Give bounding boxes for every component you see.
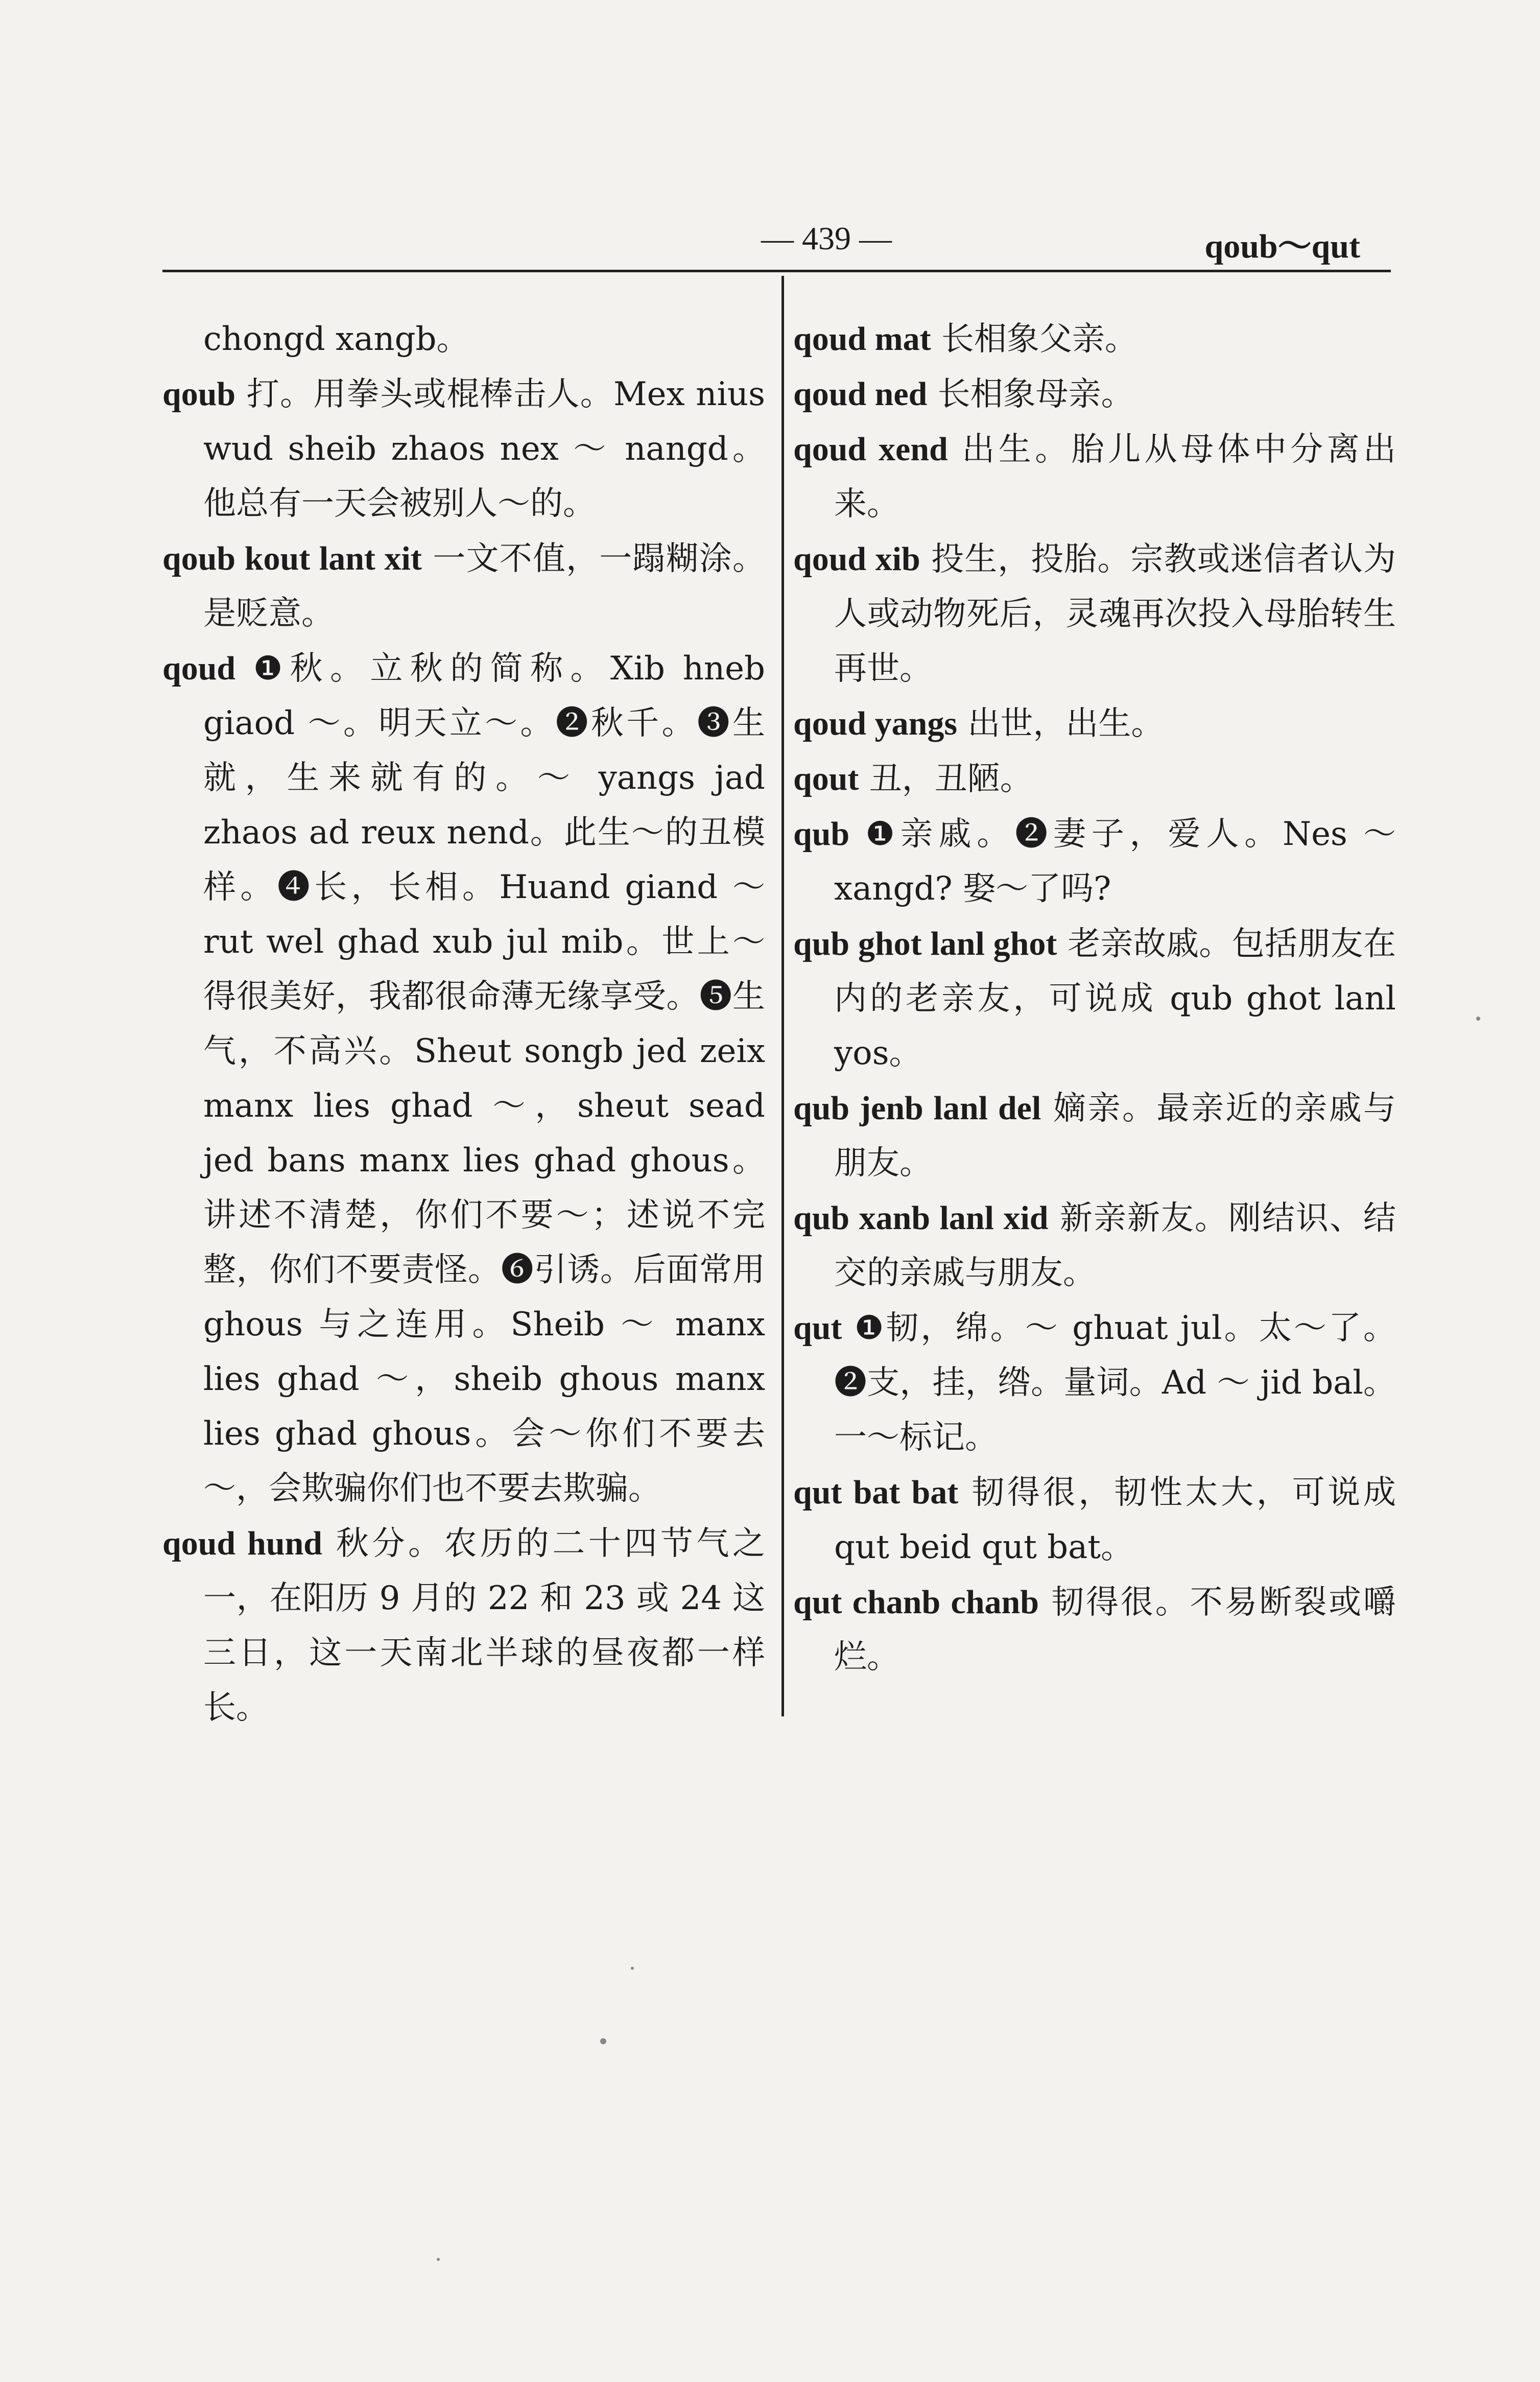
dictionary-entry	[162, 531, 765, 641]
entry-definition: 一文不值，一蹋糊涂。是贬意。	[203, 540, 766, 632]
entry-definition: ❶韧，绵。～ ghuat jul。太～了。❷支，挂，绺。量词。Ad ～ jid bal。一～标记。	[834, 1309, 1396, 1456]
entry-definition: 打。用拳头或棍棒击人。Mex nius wud sheib zhaos nex ～ nangd。他总有一天会被别人～的。	[203, 375, 765, 523]
dictionary-entry	[793, 1575, 1396, 1685]
dictionary-entry	[793, 367, 1396, 422]
column-divider	[781, 276, 784, 1716]
dictionary-entry	[793, 1465, 1396, 1575]
entry-headword: qoud mat	[793, 320, 931, 358]
page-number: — 439 —	[761, 220, 892, 256]
scan-speck	[631, 1967, 634, 1970]
entry-headword: qoub kout lant xit	[162, 540, 422, 577]
dictionary-entry	[793, 312, 1396, 367]
dictionary-entry	[793, 1191, 1396, 1301]
entry-headword: qub	[793, 815, 850, 853]
entry-headword: qoud yangs	[793, 705, 958, 742]
running-head: qoub～qut	[1204, 228, 1360, 265]
entry-definition: 韧得很。不易断裂或嚼烂。	[834, 1584, 1396, 1676]
scan-speck	[600, 2038, 606, 2044]
entry-definition: chongd xangb。	[203, 320, 469, 358]
entry-definition: 长相象父亲。	[931, 320, 1138, 358]
entry-headword: qoud xend	[793, 431, 948, 468]
entry-headword: qut	[793, 1309, 842, 1347]
entry-headword: qut bat bat	[793, 1474, 959, 1511]
entry-headword: qoud	[162, 650, 236, 687]
entry-headword: qoub	[162, 375, 236, 413]
left-column	[162, 312, 765, 1735]
entry-headword: qoud hund	[162, 1525, 322, 1562]
dictionary-entry	[793, 422, 1396, 532]
entry-definition: 长相象母亲。	[927, 375, 1134, 413]
page-header	[162, 209, 1391, 266]
dictionary-entry	[793, 1301, 1396, 1465]
dictionary-entry	[793, 807, 1396, 916]
entry-definition: ❶亲戚。❷妻子，爱人。Nes ～ xangd? 娶～了吗?	[834, 815, 1396, 908]
dictionary-entry	[162, 312, 765, 367]
dictionary-entry	[162, 641, 765, 1516]
entry-definition: 投生，投胎。宗教或迷信者认为人或动物死后，灵魂再次投入母胎转生再世。	[834, 540, 1396, 688]
dictionary-entry	[793, 696, 1396, 751]
entry-headword: qoud xib	[793, 540, 920, 578]
entry-headword: qub ghot lanl ghot	[793, 925, 1057, 962]
entry-definition: 出世，出生。	[957, 705, 1164, 743]
entry-definition: 韧得很，韧性太大，可说成 qut beid qut bat。	[834, 1474, 1396, 1566]
entry-definition: 嫡亲。最亲近的亲戚与朋友。	[834, 1090, 1396, 1182]
entry-headword: qoud ned	[793, 375, 928, 413]
dictionary-entry	[793, 1081, 1396, 1191]
scan-speck	[437, 2258, 440, 2261]
entry-headword: qout	[793, 760, 859, 797]
dictionary-entry	[162, 1516, 765, 1735]
entry-definition: 老亲故戚。包括朋友在内的老亲友，可说成 qub ghot lanl yos。	[834, 925, 1396, 1072]
entry-definition: 丑，丑陋。	[859, 760, 1033, 798]
dictionary-entry	[162, 367, 765, 531]
entry-headword: qub xanb lanl xid	[793, 1199, 1049, 1237]
scan-speck	[1476, 1017, 1480, 1021]
header-rule	[162, 270, 1391, 272]
dictionary-entry	[793, 532, 1396, 696]
entry-headword: qub jenb lanl del	[793, 1090, 1041, 1127]
right-column	[793, 312, 1396, 1685]
entry-definition: ❶秋。立秋的简称。Xib hneb giaod ～。明天立～。❷秋千。❸生就，生来就有的。～ yangs jad zhaos ad reux nend。此生～的丑模样。❹长，长相。Huand giand ～ rut wel ghad xub jul mib。世上～得很美好，我都很命薄无缘享受。❺生气，不高兴。Sheut songb jed zeix manx lies ghad ～，sheut sead jed bans manx lies ghad ghous。讲述不清楚，你们不要～；述说不完整，你们不要责怪。❻引诱。后面常用 ghous 与之连用。Sheib ～ manx lies ghad ～，sheib ghous manx lies ghad ghous。会～你们不要去～，会欺骗你们也不要去欺骗。	[203, 650, 765, 1507]
dictionary-entry	[793, 916, 1396, 1081]
entry-definition: 秋分。农历的二十四节气之一，在阳历 9 月的 22 和 23 或 24 这三日，这一天南北半球的昼夜都一样长。	[203, 1525, 765, 1727]
entry-headword: qut chanb chanb	[793, 1584, 1039, 1621]
entry-definition: 出生。胎儿从母体中分离出来。	[834, 431, 1396, 523]
dictionary-entry	[793, 751, 1396, 807]
entry-definition: 新亲新友。刚结识、结交的亲戚与朋友。	[834, 1199, 1396, 1292]
